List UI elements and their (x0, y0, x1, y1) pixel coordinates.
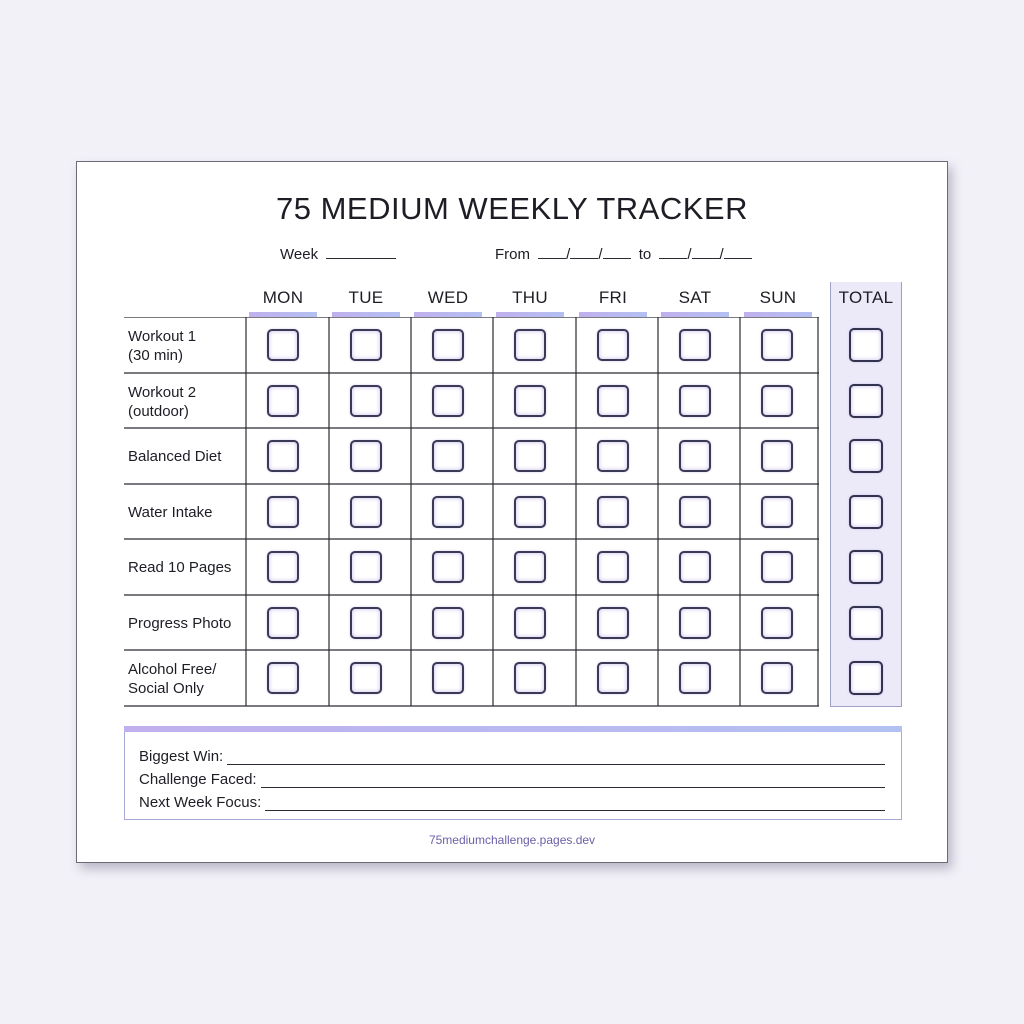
day-header-fri (579, 288, 647, 308)
day-label: THU (512, 288, 548, 307)
checkbox-sat-row-3[interactable] (679, 440, 711, 472)
checkbox-fri-row-4[interactable] (597, 496, 629, 528)
tracker-sheet (76, 161, 948, 863)
checkbox-fri-row-7[interactable] (597, 662, 629, 694)
checkbox-wed-row-1[interactable] (432, 329, 464, 361)
checkbox-mon-row-3[interactable] (267, 440, 299, 472)
checkbox-sun-row-1[interactable] (761, 329, 793, 361)
checkbox-sat-row-1[interactable] (679, 329, 711, 361)
checkbox-sat-row-6[interactable] (679, 607, 711, 639)
checkbox-thu-row-7[interactable] (514, 662, 546, 694)
checkbox-total-row-3[interactable] (849, 439, 883, 473)
row-label-line: Workout 1 (128, 328, 197, 345)
day-label: FRI (598, 288, 628, 307)
checkbox-tue-row-2[interactable] (350, 385, 382, 417)
day-header-wed (414, 288, 482, 308)
checkbox-thu-row-6[interactable] (514, 607, 546, 639)
row-label-workout-2 (128, 383, 196, 421)
checkbox-total-row-5[interactable] (849, 550, 883, 584)
day-label: SAT (678, 288, 712, 307)
to-year-input[interactable] (724, 245, 752, 259)
row-label-alcohol-free (128, 660, 216, 698)
checkbox-sun-row-7[interactable] (761, 662, 793, 694)
from-year-input[interactable] (603, 245, 631, 259)
tracker-grid (124, 317, 819, 707)
checkbox-mon-row-1[interactable] (267, 329, 299, 361)
row-label-line: Progress Photo (128, 615, 232, 632)
checkbox-tue-row-7[interactable] (350, 662, 382, 694)
checkbox-fri-row-5[interactable] (597, 551, 629, 583)
checkbox-sun-row-6[interactable] (761, 607, 793, 639)
row-label-line: Workout 2 (128, 384, 197, 401)
row-label-line: Balanced Diet (128, 448, 222, 465)
checkbox-fri-row-2[interactable] (597, 385, 629, 417)
date-separator: / (687, 246, 692, 263)
checkbox-mon-row-4[interactable] (267, 496, 299, 528)
checkbox-tue-row-6[interactable] (350, 607, 382, 639)
checkbox-sat-row-7[interactable] (679, 662, 711, 694)
biggest-win-label: Biggest Win: (139, 748, 224, 765)
from-label: From (495, 246, 530, 263)
day-header-mon (249, 288, 317, 308)
title-block (77, 192, 947, 226)
date-separator: / (566, 246, 571, 263)
date-separator: / (598, 246, 603, 263)
day-label: TUE (348, 288, 384, 307)
checkbox-total-row-7[interactable] (849, 661, 883, 695)
checkbox-wed-row-6[interactable] (432, 607, 464, 639)
row-label-line: Water Intake (128, 504, 213, 521)
row-label-progress-photo (128, 614, 231, 633)
to-day-input[interactable] (692, 245, 720, 259)
day-header-sun (744, 288, 812, 308)
from-day-input[interactable] (570, 245, 598, 259)
checkbox-thu-row-3[interactable] (514, 440, 546, 472)
day-label: SUN (759, 288, 797, 307)
reflection-box (124, 726, 902, 820)
checkbox-sat-row-2[interactable] (679, 385, 711, 417)
checkbox-thu-row-2[interactable] (514, 385, 546, 417)
checkbox-mon-row-7[interactable] (267, 662, 299, 694)
checkbox-sun-row-5[interactable] (761, 551, 793, 583)
checkbox-tue-row-4[interactable] (350, 496, 382, 528)
week-field (280, 245, 396, 263)
checkbox-wed-row-4[interactable] (432, 496, 464, 528)
checkbox-mon-row-5[interactable] (267, 551, 299, 583)
reflection-accent-bar (124, 726, 902, 732)
date-range-field (495, 245, 752, 263)
day-header-sat (661, 288, 729, 308)
checkbox-mon-row-2[interactable] (267, 385, 299, 417)
checkbox-sun-row-4[interactable] (761, 496, 793, 528)
checkbox-sat-row-5[interactable] (679, 551, 711, 583)
challenge-faced-label: Challenge Faced: (139, 771, 257, 788)
checkbox-tue-row-1[interactable] (350, 329, 382, 361)
date-separator: / (719, 246, 724, 263)
from-month-input[interactable] (538, 245, 566, 259)
checkbox-sat-row-4[interactable] (679, 496, 711, 528)
checkbox-total-row-1[interactable] (849, 328, 883, 362)
checkbox-total-row-2[interactable] (849, 384, 883, 418)
row-label-line: (outdoor) (128, 403, 189, 420)
row-label-workout-1 (128, 327, 196, 365)
checkbox-wed-row-2[interactable] (432, 385, 464, 417)
checkbox-sun-row-2[interactable] (761, 385, 793, 417)
row-label-line: Social Only (128, 680, 204, 697)
day-label: MON (262, 288, 304, 307)
week-label: Week (280, 246, 319, 263)
checkbox-total-row-4[interactable] (849, 495, 883, 529)
row-label-line: (30 min) (128, 347, 184, 364)
next-week-focus-label: Next Week Focus: (139, 794, 262, 811)
checkbox-mon-row-6[interactable] (267, 607, 299, 639)
to-month-input[interactable] (659, 245, 687, 259)
day-header-tue (332, 288, 400, 308)
row-label-line: Read 10 Pages (128, 559, 232, 576)
row-label-balanced-diet (128, 447, 221, 466)
challenge-faced-row (139, 771, 885, 788)
footer-url: 75mediumchallenge.pages.dev (428, 833, 596, 847)
week-input[interactable] (326, 245, 396, 259)
checkbox-fri-row-1[interactable] (597, 329, 629, 361)
checkbox-wed-row-5[interactable] (432, 551, 464, 583)
checkbox-tue-row-5[interactable] (350, 551, 382, 583)
row-label-line: Alcohol Free/ (128, 661, 217, 678)
checkbox-fri-row-6[interactable] (597, 607, 629, 639)
checkbox-sun-row-3[interactable] (761, 440, 793, 472)
row-label-read-10-pages (128, 558, 231, 577)
total-header: TOTAL (838, 288, 894, 307)
next-week-focus-row (139, 794, 885, 811)
to-label: to (638, 246, 652, 263)
checkbox-tue-row-3[interactable] (350, 440, 382, 472)
checkbox-thu-row-1[interactable] (514, 329, 546, 361)
checkbox-wed-row-7[interactable] (432, 662, 464, 694)
checkbox-total-row-6[interactable] (849, 606, 883, 640)
checkbox-thu-row-5[interactable] (514, 551, 546, 583)
next-week-focus-input[interactable] (265, 799, 885, 811)
checkbox-thu-row-4[interactable] (514, 496, 546, 528)
page-title: 75 MEDIUM WEEKLY TRACKER (268, 192, 756, 226)
biggest-win-row (139, 748, 885, 765)
day-label: WED (427, 288, 469, 307)
checkbox-fri-row-3[interactable] (597, 440, 629, 472)
challenge-faced-input[interactable] (261, 776, 885, 788)
row-label-water-intake (128, 503, 212, 522)
day-header-thu (496, 288, 564, 308)
biggest-win-input[interactable] (227, 753, 885, 765)
checkbox-wed-row-3[interactable] (432, 440, 464, 472)
